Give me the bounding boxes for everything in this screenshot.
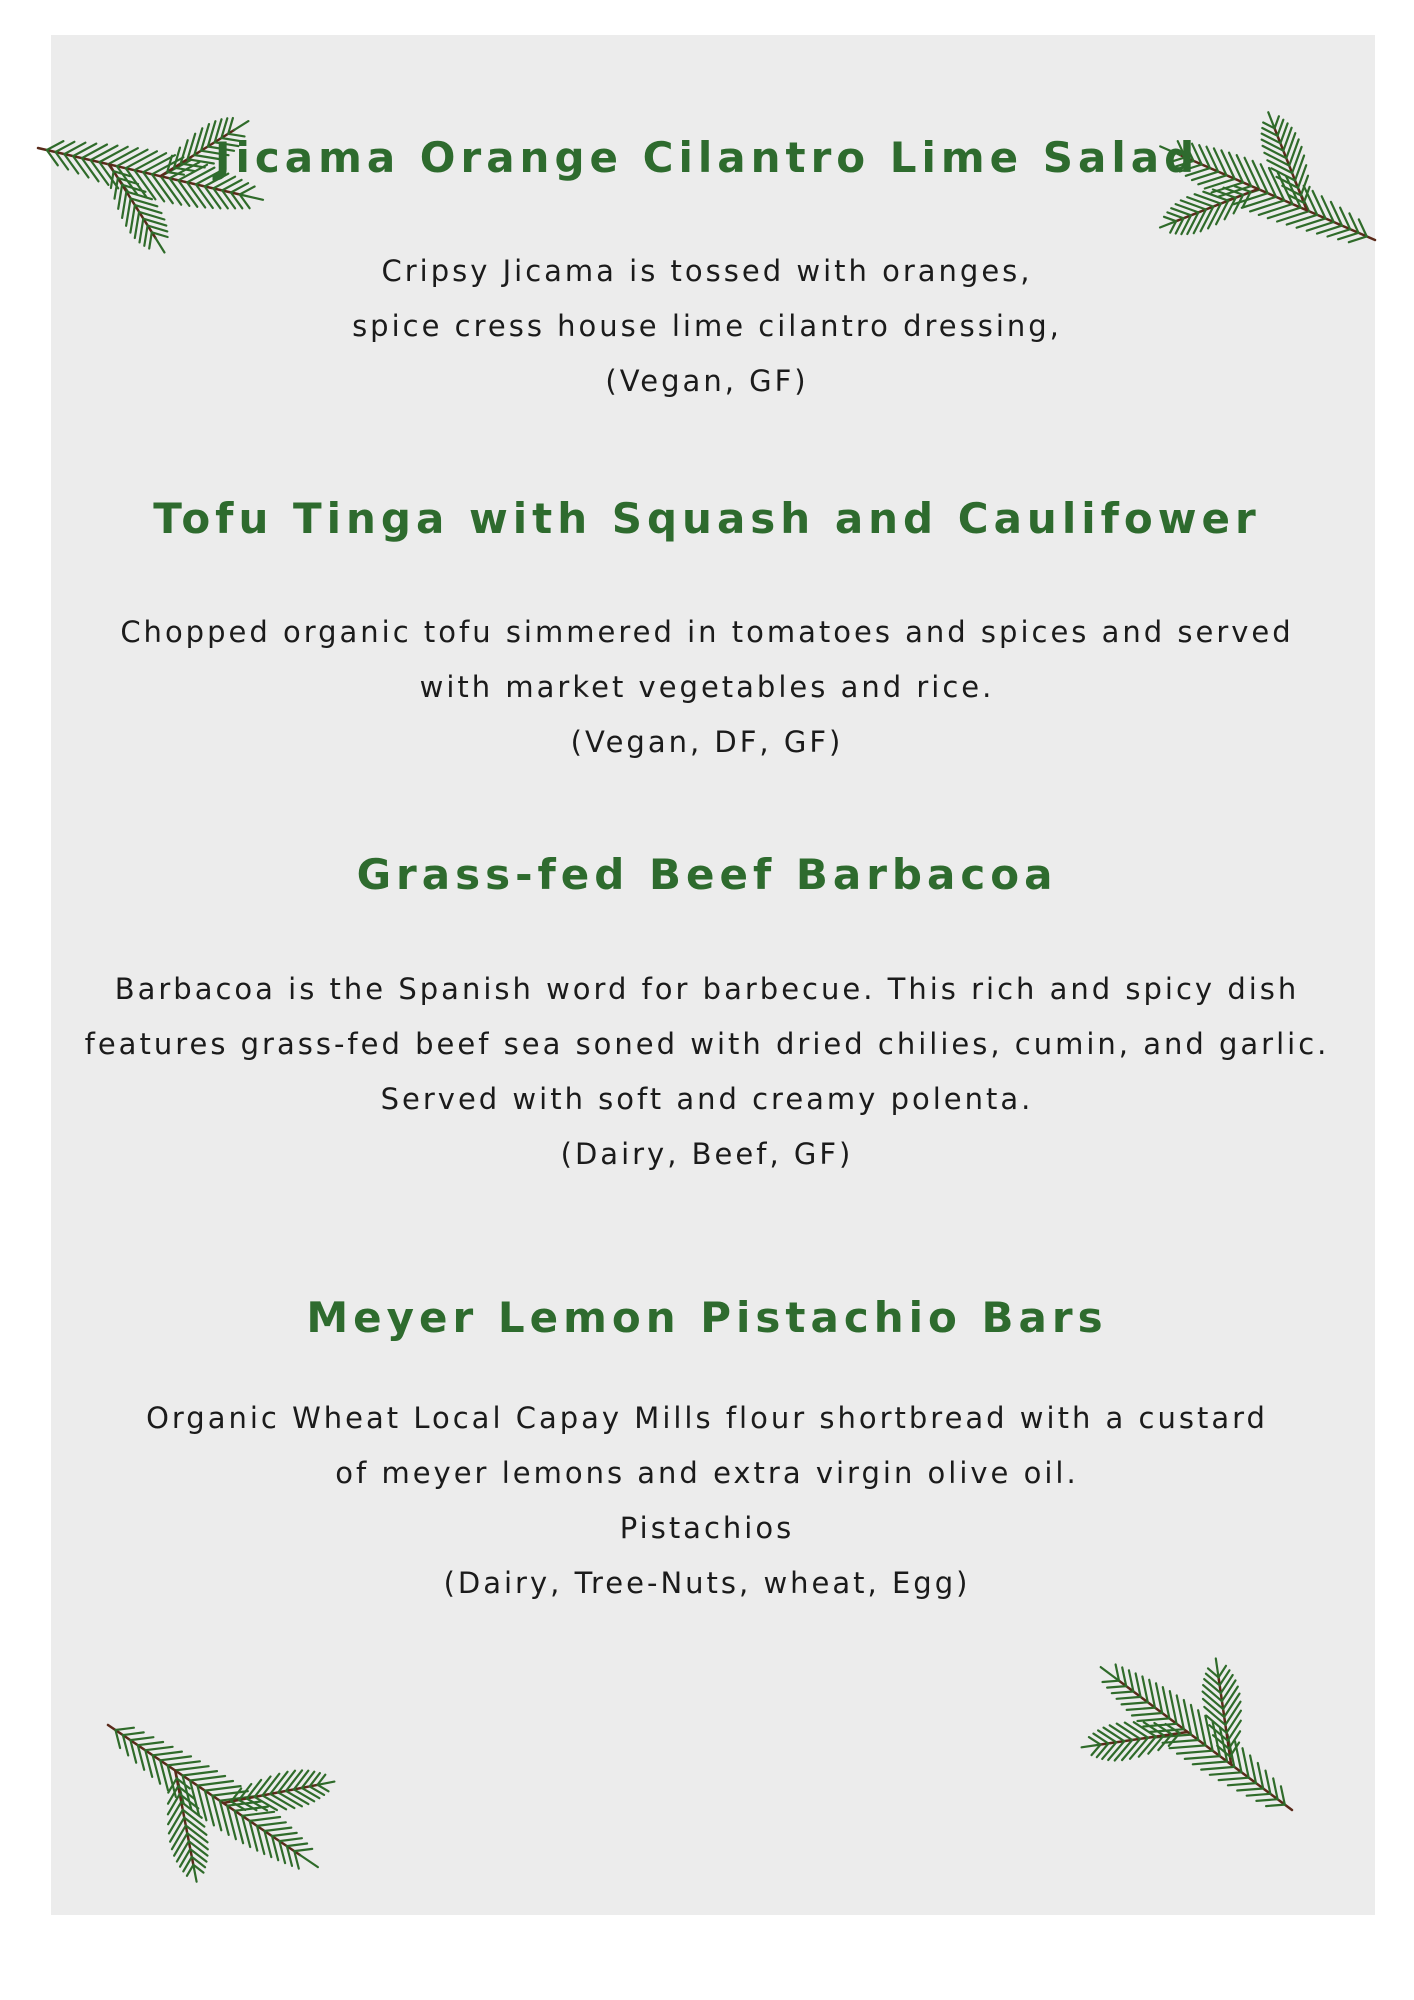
description-line: features grass-fed beef sea soned with dried chilies, cumin, and garlic. xyxy=(84,1027,1330,1061)
dish-title: Grass-fed Beef Barbacoa xyxy=(356,850,1058,899)
pine-sprig-icon xyxy=(55,1715,315,1880)
dish-title: Jicama Orange Cilantro Lime Salad xyxy=(214,133,1200,182)
dish-description xyxy=(0,962,1414,1182)
dietary-tags: (Vegan, GF) xyxy=(605,364,809,398)
description-line: Barbacoa is the Spanish word for barbecue. This rich and spicy dish xyxy=(114,972,1300,1006)
description-line: Pistachios xyxy=(619,1511,795,1545)
description-line: Served with soft and creamy polenta. xyxy=(380,1082,1034,1116)
dish-title: Tofu Tinga with Squash and Caulifower xyxy=(153,494,1261,543)
description-line: Chopped organic tofu simmered in tomatoes and spices and served xyxy=(120,615,1294,649)
dietary-tags: (Dairy, Beef, GF) xyxy=(560,1137,854,1171)
description-line: Organic Wheat Local Capay Mills flour shortbread with a custard xyxy=(146,1401,1268,1435)
dietary-tags: (Vegan, DF, GF) xyxy=(570,725,844,759)
description-line: spice cress house lime cilantro dressing, xyxy=(352,309,1062,343)
pine-sprig-icon xyxy=(1110,1665,1350,1830)
description-line: with market vegetables and rice. xyxy=(419,670,995,704)
dish-description xyxy=(0,244,1414,409)
dish-description xyxy=(0,1391,1414,1611)
description-line: of meyer lemons and extra virgin olive oil. xyxy=(335,1456,1079,1490)
dish-title: Meyer Lemon Pistachio Bars xyxy=(306,1293,1108,1342)
dietary-tags: (Dairy, Tree-Nuts, wheat, Egg) xyxy=(443,1566,971,1600)
description-line: Cripsy Jicama is tossed with oranges, xyxy=(381,254,1033,288)
dish-description xyxy=(0,605,1414,770)
